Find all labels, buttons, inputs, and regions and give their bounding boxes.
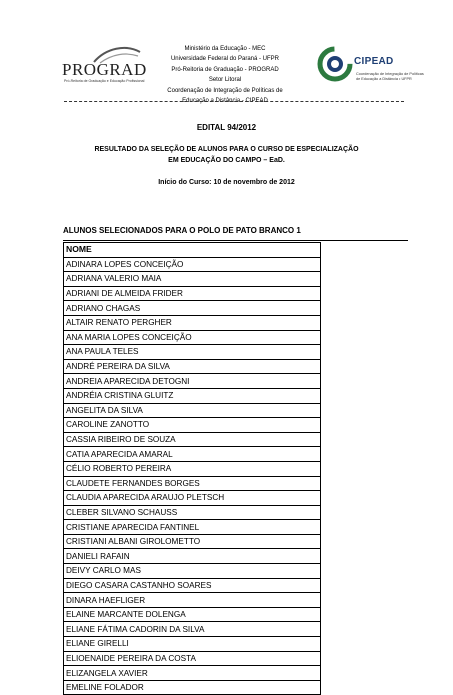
table-row xyxy=(64,680,321,695)
table-row xyxy=(64,520,321,535)
header-line: Coordenação de Integração de Políticas de xyxy=(167,87,283,94)
student-name-cell: CRISTIANE APARECIDA FANTINEL xyxy=(64,520,321,535)
prograd-logo-tagline: Pró-Reitoria de Graduação e Educação Profissional xyxy=(64,79,145,83)
student-name-cell: CÉLIO ROBERTO PEREIRA xyxy=(64,461,321,476)
student-name-cell: CRISTIANI ALBANI GIROLOMETTO xyxy=(64,534,321,549)
cipead-logo-subtitle xyxy=(356,72,424,82)
header-line: Ministério da Educação - MEC xyxy=(184,46,266,52)
header-line: Educação a Distância - CIPEAD xyxy=(182,98,268,105)
table-row xyxy=(64,637,321,652)
student-name-cell: ANDREIA APARECIDA DETOGNI xyxy=(64,374,321,389)
student-name-cell: ADRIANO CHAGAS xyxy=(64,301,321,316)
cipead-emblem-icon xyxy=(315,44,355,84)
student-name-cell: DINARA HAEFLIGER xyxy=(64,593,321,608)
student-name-cell: ELIOENAIDE PEREIRA DA COSTA xyxy=(64,651,321,666)
student-name-cell: ELIZANGELA XAVIER xyxy=(64,666,321,681)
table-row xyxy=(64,564,321,579)
cipead-logo xyxy=(312,42,424,92)
table-row xyxy=(64,651,321,666)
student-name-cell: DANIELI RAFAIN xyxy=(64,549,321,564)
name-column-header: NOME xyxy=(64,243,321,258)
table-row xyxy=(64,418,321,433)
header-divider xyxy=(64,101,404,102)
institution-header xyxy=(140,44,310,106)
cipead-subtitle-line: Coordenação de Integração de Políticas xyxy=(356,72,424,76)
student-name-cell: ANA PAULA TELES xyxy=(64,345,321,360)
table-row xyxy=(64,301,321,316)
table-row xyxy=(64,447,321,462)
student-name-cell: ADRIANI DE ALMEIDA FRIDER xyxy=(64,286,321,301)
prograd-logo xyxy=(62,44,147,84)
student-name-cell: EMELINE FOLADOR xyxy=(64,680,321,695)
student-name-cell: ELAINE MARCANTE DOLENGA xyxy=(64,607,321,622)
table-row xyxy=(64,403,321,418)
table-row xyxy=(64,622,321,637)
table-row xyxy=(64,578,321,593)
result-title-line1: RESULTADO DA SELEÇÃO DE ALUNOS PARA O CURSO DE ESPECIALIZAÇÃO xyxy=(94,146,359,153)
table-row xyxy=(64,359,321,374)
header-line: Pró-Reitoria de Graduação - PROGRAD xyxy=(171,66,279,73)
prograd-logo-text: PROGRAD xyxy=(62,60,147,79)
student-name-cell: ANA MARIA LOPES CONCEIÇÃO xyxy=(64,330,321,345)
student-name-cell: CAROLINE ZANOTTO xyxy=(64,418,321,433)
table-row xyxy=(64,432,321,447)
header-line: Setor Litoral xyxy=(208,77,242,84)
table-row xyxy=(64,593,321,608)
student-name-cell: CATIA APARECIDA AMARAL xyxy=(64,447,321,462)
table-row xyxy=(64,286,321,301)
cipead-subtitle-line: de Educação a Distância • UFPR xyxy=(356,77,412,81)
cipead-logo-text: CIPEAD xyxy=(354,56,394,67)
table-row xyxy=(64,461,321,476)
table-row xyxy=(64,315,321,330)
student-name-cell: CASSIA RIBEIRO DE SOUZA xyxy=(64,432,321,447)
student-name-cell: ELIANE GIRELLI xyxy=(64,637,321,652)
student-name-cell: ADINARA LOPES CONCEIÇÃO xyxy=(64,257,321,272)
student-name-cell: ELIANE FÁTIMA CADORIN DA SILVA xyxy=(64,622,321,637)
section-heading: ALUNOS SELECIONADOS PARA O POLO DE PATO BRANCO 1 xyxy=(63,226,301,235)
table-row xyxy=(64,272,321,287)
table-row xyxy=(64,345,321,360)
table-row xyxy=(64,607,321,622)
table-row xyxy=(64,476,321,491)
student-name-cell: DEIVY CARLO MAS xyxy=(64,564,321,579)
student-name-cell: ANDRÉ PEREIRA DA SILVA xyxy=(64,359,321,374)
student-name-cell: ANDRÉIA CRISTINA GLUITZ xyxy=(64,388,321,403)
table-row xyxy=(64,388,321,403)
student-name-cell: DIEGO CASARA CASTANHO SOARES xyxy=(64,578,321,593)
table-row xyxy=(64,505,321,520)
header-line: Universidade Federal do Paraná - UFPR xyxy=(170,56,280,63)
student-name-cell: CLAUDETE FERNANDES BORGES xyxy=(64,476,321,491)
result-title-line2: EM EDUCAÇÃO DO CAMPO – EaD. xyxy=(168,157,285,164)
student-name-cell: ANGELITA DA SILVA xyxy=(64,403,321,418)
table-row xyxy=(64,257,321,272)
table-row xyxy=(64,549,321,564)
section-divider xyxy=(63,240,408,241)
student-name-cell: ALTAIR RENATO PERGHER xyxy=(64,315,321,330)
table-row xyxy=(64,374,321,389)
student-name-cell: ADRIANA VALERIO MAIA xyxy=(64,272,321,287)
selected-students-table xyxy=(63,242,321,695)
edital-title: EDITAL 94/2012 xyxy=(196,123,257,132)
table-row xyxy=(64,330,321,345)
student-name-cell: CLEBER SILVANO SCHAUSS xyxy=(64,505,321,520)
table-header-row xyxy=(64,243,321,258)
table-row xyxy=(64,534,321,549)
table-row xyxy=(64,491,321,506)
course-start-date: Início do Curso: 10 de novembro de 2012 xyxy=(158,179,295,186)
table-row xyxy=(64,666,321,681)
student-name-cell: CLAUDIA APARECIDA ARAUJO PLETSCH xyxy=(64,491,321,506)
